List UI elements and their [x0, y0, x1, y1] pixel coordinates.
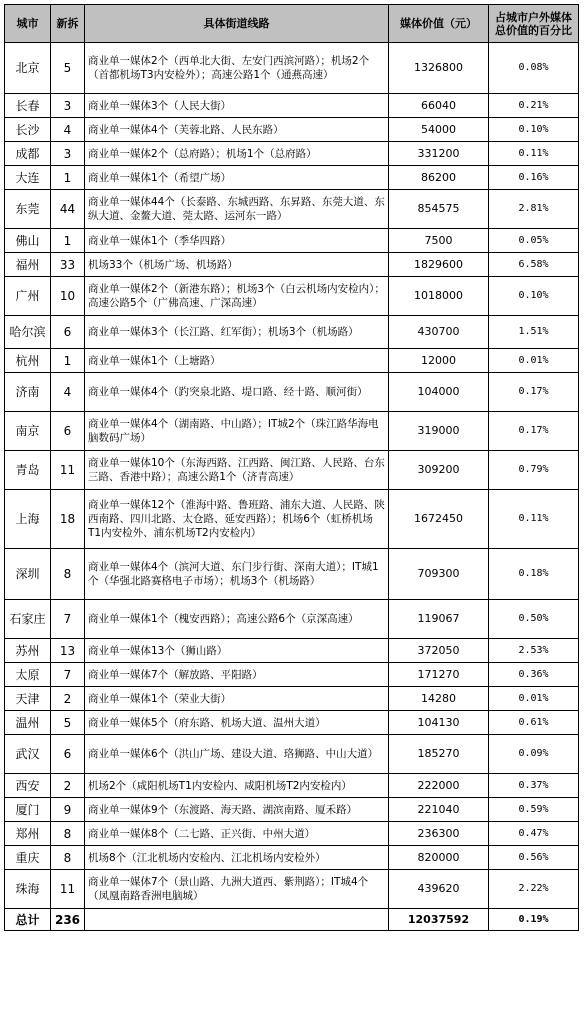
cell-count: 1 — [51, 349, 85, 373]
cell-city: 武汉 — [5, 735, 51, 774]
cell-share: 0.11% — [489, 490, 579, 549]
cell-value: 14280 — [389, 687, 489, 711]
cell-share: 0.37% — [489, 774, 579, 798]
cell-routes: 商业单一媒体13个（狮山路） — [85, 639, 389, 663]
cell-city: 哈尔滨 — [5, 316, 51, 349]
cell-city: 苏州 — [5, 639, 51, 663]
table-row — [5, 798, 579, 822]
cell-share: 0.36% — [489, 663, 579, 687]
cell-value: 430700 — [389, 316, 489, 349]
cell-city: 济南 — [5, 373, 51, 412]
cell-city: 长春 — [5, 94, 51, 118]
cell-routes: 机场33个（机场广场、机场路） — [85, 253, 389, 277]
table-row — [5, 663, 579, 687]
table-row — [5, 822, 579, 846]
cell-share: 0.11% — [489, 142, 579, 166]
cell-routes: 商业单一媒体4个（趵突泉北路、堤口路、经十路、顺河街） — [85, 373, 389, 412]
cell-share: 0.21% — [489, 94, 579, 118]
header-value: 媒体价值（元） — [389, 5, 489, 43]
cell-routes: 商业单一媒体4个（湖南路、中山路）；IT城2个（珠江路华海电脑数码广场） — [85, 412, 389, 451]
cell-value: 104000 — [389, 373, 489, 412]
table-row — [5, 229, 579, 253]
cell-value: 66040 — [389, 94, 489, 118]
cell-city: 福州 — [5, 253, 51, 277]
cell-count: 5 — [51, 711, 85, 735]
cell-share: 0.79% — [489, 451, 579, 490]
cell-share: 0.47% — [489, 822, 579, 846]
header-row — [5, 5, 579, 43]
cell-routes: 商业单一媒体6个（洪山广场、建设大道、珞狮路、中山大道） — [85, 735, 389, 774]
cell-count: 6 — [51, 412, 85, 451]
cell-share: 0.17% — [489, 373, 579, 412]
cell-value: 709300 — [389, 549, 489, 600]
table-row — [5, 94, 579, 118]
table-row — [5, 549, 579, 600]
cell-city: 重庆 — [5, 846, 51, 870]
cell-count: 2 — [51, 774, 85, 798]
table-body — [5, 43, 579, 909]
cell-share: 2.81% — [489, 190, 579, 229]
cell-city: 天津 — [5, 687, 51, 711]
cell-count: 18 — [51, 490, 85, 549]
cell-count: 13 — [51, 639, 85, 663]
cell-city: 石家庄 — [5, 600, 51, 639]
cell-value: 222000 — [389, 774, 489, 798]
cell-share: 0.18% — [489, 549, 579, 600]
table-row — [5, 451, 579, 490]
cell-city: 成都 — [5, 142, 51, 166]
cell-city: 青岛 — [5, 451, 51, 490]
cell-count: 7 — [51, 663, 85, 687]
total-count: 236 — [51, 909, 85, 931]
cell-routes: 商业单一媒体9个（东渡路、海天路、湖滨南路、厦禾路） — [85, 798, 389, 822]
media-table — [4, 4, 579, 931]
cell-count: 8 — [51, 549, 85, 600]
cell-routes: 商业单一媒体1个（荣业大街） — [85, 687, 389, 711]
cell-city: 珠海 — [5, 870, 51, 909]
cell-value: 820000 — [389, 846, 489, 870]
cell-value: 104130 — [389, 711, 489, 735]
table-row — [5, 639, 579, 663]
cell-city: 佛山 — [5, 229, 51, 253]
cell-value: 236300 — [389, 822, 489, 846]
cell-city: 太原 — [5, 663, 51, 687]
table-row — [5, 190, 579, 229]
cell-share: 0.50% — [489, 600, 579, 639]
cell-value: 185270 — [389, 735, 489, 774]
table-row — [5, 253, 579, 277]
cell-value: 331200 — [389, 142, 489, 166]
cell-count: 44 — [51, 190, 85, 229]
cell-share: 0.01% — [489, 349, 579, 373]
header-count: 新拆 — [51, 5, 85, 43]
cell-count: 10 — [51, 277, 85, 316]
cell-routes: 商业单一媒体12个（淮海中路、鲁班路、浦东大道、人民路、陕西南路、四川北路、太仓路、延安西路）；机场6个（虹桥机场T1内安检外、浦东机场T2内安检内） — [85, 490, 389, 549]
cell-share: 0.59% — [489, 798, 579, 822]
cell-share: 0.16% — [489, 166, 579, 190]
cell-city: 长沙 — [5, 118, 51, 142]
cell-share: 0.56% — [489, 846, 579, 870]
cell-count: 4 — [51, 118, 85, 142]
total-row — [5, 909, 579, 931]
table-row — [5, 277, 579, 316]
total-value: 12037592 — [389, 909, 489, 931]
cell-value: 12000 — [389, 349, 489, 373]
cell-city: 西安 — [5, 774, 51, 798]
cell-routes: 商业单一媒体10个（东海西路、江西路、闽江路、人民路、台东三路、香港中路）；高速公路1个（济青高速） — [85, 451, 389, 490]
cell-routes: 商业单一媒体7个（景山路、九洲大道西、紫荆路）；IT城4个（凤凰南路香洲电脑城） — [85, 870, 389, 909]
cell-value: 319000 — [389, 412, 489, 451]
cell-value: 1672450 — [389, 490, 489, 549]
table-row — [5, 118, 579, 142]
cell-count: 3 — [51, 94, 85, 118]
cell-count: 7 — [51, 600, 85, 639]
table-row — [5, 687, 579, 711]
cell-routes: 商业单一媒体4个（滨河大道、东门步行街、深南大道）；IT城1个（华强北路赛格电子市场）；机场3个（机场路） — [85, 549, 389, 600]
table-row — [5, 870, 579, 909]
cell-share: 0.08% — [489, 43, 579, 94]
cell-share: 2.22% — [489, 870, 579, 909]
cell-value: 1326800 — [389, 43, 489, 94]
cell-count: 11 — [51, 870, 85, 909]
cell-value: 54000 — [389, 118, 489, 142]
table-row — [5, 774, 579, 798]
cell-city: 杭州 — [5, 349, 51, 373]
cell-count: 33 — [51, 253, 85, 277]
cell-city: 广州 — [5, 277, 51, 316]
cell-value: 372050 — [389, 639, 489, 663]
cell-city: 温州 — [5, 711, 51, 735]
cell-routes: 商业单一媒体44个（长泰路、东城西路、东昇路、东莞大道、东纵大道、金鳌大道、莞太路、运河东一路） — [85, 190, 389, 229]
cell-city: 大连 — [5, 166, 51, 190]
total-label: 总计 — [5, 909, 51, 931]
header-city: 城市 — [5, 5, 51, 43]
cell-value: 86200 — [389, 166, 489, 190]
cell-value: 1829600 — [389, 253, 489, 277]
table-row — [5, 316, 579, 349]
cell-count: 5 — [51, 43, 85, 94]
cell-city: 深圳 — [5, 549, 51, 600]
cell-share: 0.09% — [489, 735, 579, 774]
cell-routes: 商业单一媒体3个（长江路、红军街）；机场3个（机场路） — [85, 316, 389, 349]
table-row — [5, 490, 579, 549]
cell-count: 8 — [51, 846, 85, 870]
total-routes — [85, 909, 389, 931]
cell-routes: 商业单一媒体3个（人民大街） — [85, 94, 389, 118]
table-row — [5, 349, 579, 373]
cell-count: 6 — [51, 316, 85, 349]
cell-share: 0.10% — [489, 118, 579, 142]
cell-share: 2.53% — [489, 639, 579, 663]
cell-routes: 商业单一媒体5个（府东路、机场大道、温州大道） — [85, 711, 389, 735]
cell-share: 0.61% — [489, 711, 579, 735]
cell-city: 东莞 — [5, 190, 51, 229]
table-row — [5, 166, 579, 190]
cell-city: 郑州 — [5, 822, 51, 846]
table-row — [5, 412, 579, 451]
cell-value: 309200 — [389, 451, 489, 490]
cell-routes: 商业单一媒体2个（新港东路）；机场3个（白云机场内安检内）；高速公路5个（广佛高速、广深高速） — [85, 277, 389, 316]
cell-value: 7500 — [389, 229, 489, 253]
cell-count: 4 — [51, 373, 85, 412]
cell-share: 6.58% — [489, 253, 579, 277]
cell-share: 1.51% — [489, 316, 579, 349]
cell-city: 北京 — [5, 43, 51, 94]
header-routes: 具体街道线路 — [85, 5, 389, 43]
table-row — [5, 735, 579, 774]
cell-count: 1 — [51, 166, 85, 190]
cell-count: 11 — [51, 451, 85, 490]
cell-routes: 商业单一媒体4个（芙蓉北路、人民东路） — [85, 118, 389, 142]
cell-count: 2 — [51, 687, 85, 711]
header-share: 占城市户外媒体总价值的百分比 — [489, 5, 579, 43]
table-row — [5, 600, 579, 639]
media-table-container — [4, 4, 578, 931]
cell-share: 0.10% — [489, 277, 579, 316]
table-row — [5, 711, 579, 735]
cell-value: 221040 — [389, 798, 489, 822]
cell-routes: 机场8个（江北机场内安检内、江北机场内安检外） — [85, 846, 389, 870]
cell-count: 9 — [51, 798, 85, 822]
cell-count: 8 — [51, 822, 85, 846]
cell-value: 119067 — [389, 600, 489, 639]
total-share: 0.19% — [489, 909, 579, 931]
cell-city: 厦门 — [5, 798, 51, 822]
cell-routes: 商业单一媒体1个（槐安西路）；高速公路6个（京深高速） — [85, 600, 389, 639]
cell-routes: 商业单一媒体1个（季华四路） — [85, 229, 389, 253]
table-row — [5, 43, 579, 94]
cell-value: 854575 — [389, 190, 489, 229]
cell-routes: 商业单一媒体2个（西单北大街、左安门西滨河路）；机场2个（首都机场T3内安检外）；高速公路1个（通燕高速） — [85, 43, 389, 94]
table-row — [5, 142, 579, 166]
cell-routes: 商业单一媒体7个（解放路、平阳路） — [85, 663, 389, 687]
cell-count: 3 — [51, 142, 85, 166]
cell-routes: 机场2个（咸阳机场T1内安检内、咸阳机场T2内安检内） — [85, 774, 389, 798]
cell-share: 0.01% — [489, 687, 579, 711]
cell-city: 南京 — [5, 412, 51, 451]
cell-routes: 商业单一媒体8个（二七路、正兴街、中州大道） — [85, 822, 389, 846]
cell-value: 1018000 — [389, 277, 489, 316]
cell-share: 0.05% — [489, 229, 579, 253]
cell-share: 0.17% — [489, 412, 579, 451]
cell-routes: 商业单一媒体1个（希望广场） — [85, 166, 389, 190]
cell-value: 439620 — [389, 870, 489, 909]
cell-value: 171270 — [389, 663, 489, 687]
cell-count: 1 — [51, 229, 85, 253]
cell-city: 上海 — [5, 490, 51, 549]
cell-routes: 商业单一媒体1个（上塘路） — [85, 349, 389, 373]
cell-routes: 商业单一媒体2个（总府路）；机场1个（总府路） — [85, 142, 389, 166]
cell-count: 6 — [51, 735, 85, 774]
table-row — [5, 846, 579, 870]
table-row — [5, 373, 579, 412]
